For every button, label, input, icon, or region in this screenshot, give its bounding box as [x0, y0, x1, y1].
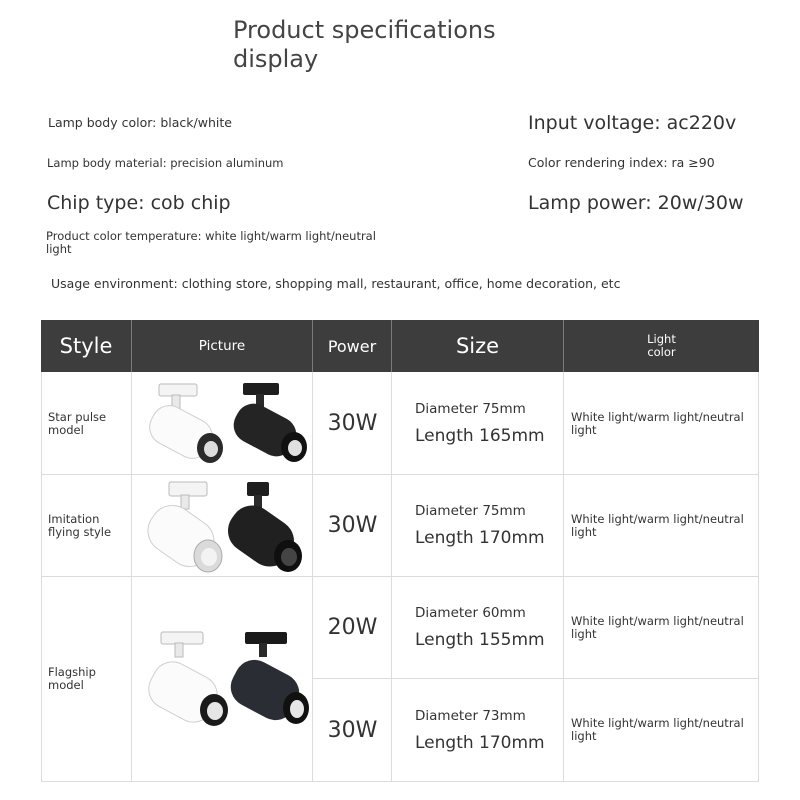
diameter-value: Diameter 75mm: [415, 503, 526, 519]
light-color-value: White light/warm light/neutral light: [571, 511, 744, 539]
header-picture: Picture: [198, 338, 246, 354]
style-line2: model: [48, 678, 84, 692]
power-value: 30W: [327, 717, 378, 743]
light-color-value: White light/warm light/neutral light: [571, 409, 744, 437]
table-row-style: [48, 373, 128, 474]
spec-usage-environment: Usage environment: clothing store, shopping mall, restaurant, office, home decoration, etc: [51, 276, 621, 291]
spec-lamp-body-color: Lamp body color: black/white: [48, 115, 232, 130]
table-row-style: [48, 577, 128, 781]
spec-input-voltage: Input voltage: ac220v: [528, 112, 737, 134]
spec-color-temperature: Product color temperature: white light/warm light/neutral light: [46, 229, 376, 256]
power-value: 30W: [327, 513, 378, 538]
style-line2: flying style: [48, 524, 112, 539]
track-light-pair-image: [137, 378, 309, 470]
size-cell: [415, 373, 585, 474]
white-track-light-image: [143, 384, 223, 465]
light-color-value: White light/warm light/neutral light: [571, 716, 744, 743]
black-track-light-image: [219, 482, 302, 574]
size-cell: [415, 475, 585, 576]
black-track-light-image: [227, 383, 307, 463]
size-cell: [415, 679, 585, 781]
black-track-light-image: [224, 632, 309, 727]
length-value: Length 155mm: [415, 630, 545, 650]
length-value: Length 170mm: [415, 732, 545, 753]
diameter-value: Diameter 60mm: [415, 605, 526, 621]
spec-color-rendering: Color rendering index: ra ≥90: [528, 155, 715, 170]
track-light-pair-image: [137, 626, 309, 732]
page-title: Product specifications display: [233, 16, 496, 73]
table-row-style: [48, 475, 128, 576]
size-cell: [415, 577, 585, 678]
track-light-pair-image: [137, 478, 309, 574]
header-power: Power: [327, 336, 377, 356]
diameter-value: Diameter 75mm: [415, 401, 526, 417]
header-style: Style: [59, 334, 113, 358]
spec-chip-type: Chip type: cob chip: [47, 192, 231, 214]
power-value: 30W: [327, 411, 378, 436]
header-light-color-line1: Light: [647, 332, 676, 346]
style-line1: Star pulse: [48, 409, 107, 424]
length-value: Length 165mm: [415, 426, 545, 446]
style-line1: Flagship: [48, 665, 96, 679]
style-line2: model: [48, 422, 84, 437]
white-track-light-image: [139, 482, 222, 574]
spec-table: [41, 320, 759, 782]
length-value: Length 170mm: [415, 528, 545, 548]
power-value: 20W: [327, 615, 378, 640]
spec-lamp-body-material: Lamp body material: precision aluminum: [47, 156, 284, 170]
spec-lamp-power: Lamp power: 20w/30w: [528, 192, 744, 214]
header-size: Size: [455, 334, 500, 358]
header-light-color: [564, 320, 759, 372]
white-track-light-image: [142, 632, 228, 729]
light-color-value: White light/warm light/neutral light: [571, 613, 744, 641]
header-light-color-line2: color: [647, 345, 676, 359]
style-line1: Imitation: [48, 511, 100, 526]
diameter-value: Diameter 73mm: [415, 707, 526, 724]
